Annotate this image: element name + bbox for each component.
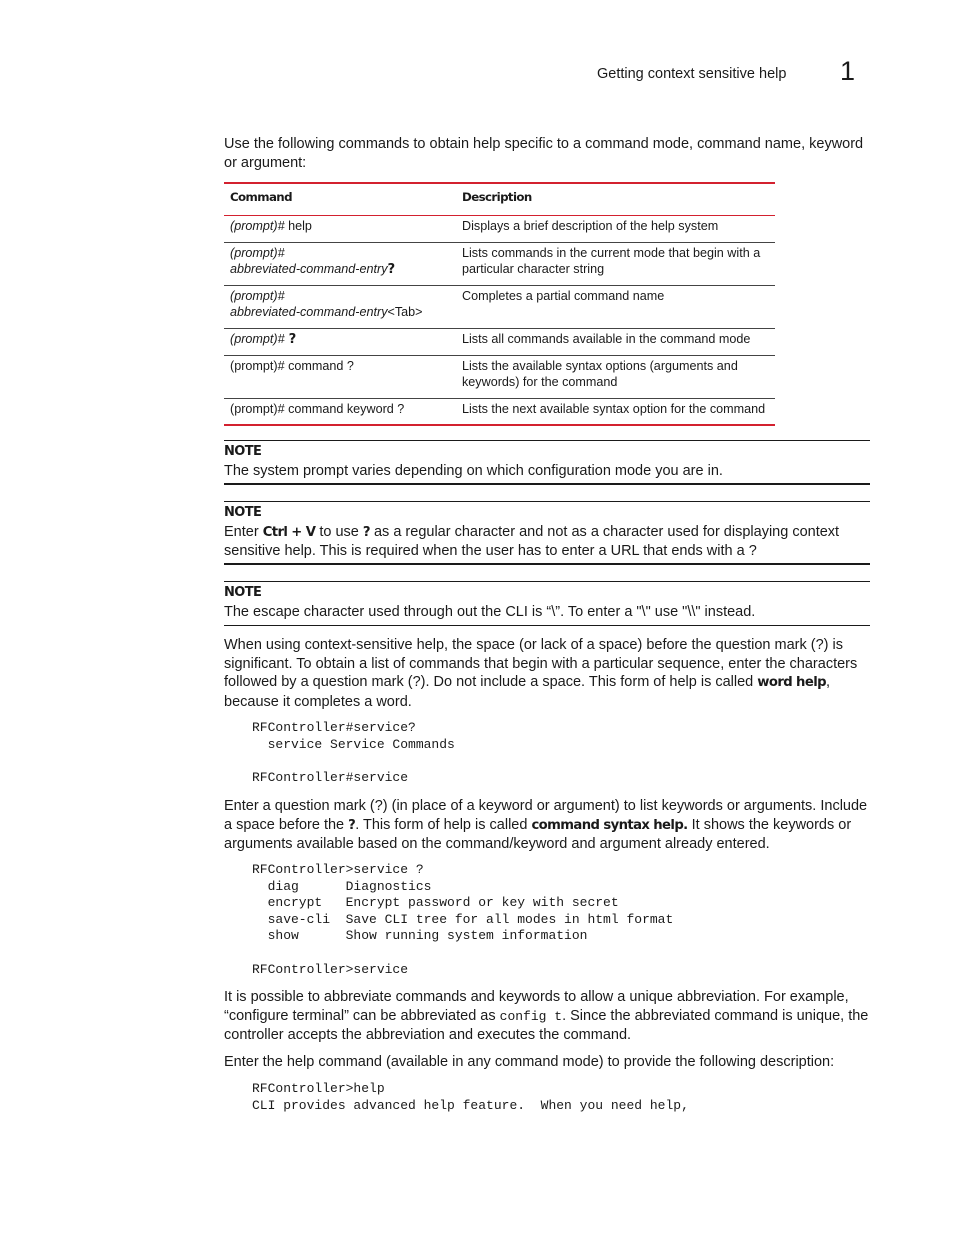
table-row [224, 286, 775, 329]
note-top-rule [224, 581, 870, 582]
intro-paragraph: Use the following commands to obtain help specific to a command mode, command name, keyword or argument: [224, 136, 864, 171]
code-example-word-help: RFController#service? service Service Commands RFController#service [252, 720, 455, 785]
command-cell: (prompt)# abbreviated-command-entry? [224, 243, 456, 286]
help-commands-table [224, 182, 775, 426]
running-header-title: Getting context sensitive help [597, 66, 787, 82]
table-row [224, 399, 775, 426]
help-command-paragraph: Enter the help command (available in any command mode) to provide the following description: [224, 1054, 835, 1070]
note-top-rule [224, 501, 870, 502]
table-row [224, 216, 775, 243]
description-cell: Completes a partial command name [456, 286, 775, 329]
table-row [224, 243, 775, 286]
command-cell: (prompt)# help [224, 216, 456, 243]
code-example-help: RFController>help CLI provides advanced help feature. When you need help, [252, 1081, 689, 1113]
table-row [224, 356, 775, 399]
command-cell: (prompt)# abbreviated-command-entry<Tab> [224, 286, 456, 329]
word-help-paragraph: When using context-sensitive help, the space (or lack of a space) before the question mark (?) is significant. To obtain a list of commands that begin with a particular sequence, enter the characters followed by a question mark (?). Do not include a space. This form of help is called word help, because it completes a word. [224, 637, 858, 710]
code-example-syntax-help: RFController>service ? diag Diagnostics encrypt Encrypt password or key with secret save-cli Save CLI tree for all modes in html format show Show running system information RFController>service [252, 862, 674, 977]
note-label: NOTE [224, 585, 262, 600]
abbreviation-paragraph: It is possible to abbreviate commands and keywords to allow a unique abbreviation. For example, “configure terminal” can be abbreviated as config t. Since the abbreviated command is unique, the controller accepts the abbreviation and executes the command. [224, 989, 869, 1044]
table-header-row [224, 183, 775, 216]
note-bottom-rule [224, 625, 870, 626]
note-label: NOTE [224, 505, 262, 520]
description-cell: Lists commands in the current mode that begin with a particular character string [456, 243, 775, 286]
syntax-help-paragraph: Enter a question mark (?) (in place of a keyword or argument) to list keywords or arguments. Include a space before the ?. This form of help is called command syntax help. It shows the keywords or arguments available based on the command/keyword and argument already entered. [224, 798, 868, 853]
column-header-description: Description [456, 183, 775, 216]
command-cell: (prompt)# command keyword ? [224, 399, 456, 426]
description-cell: Displays a brief description of the help system [456, 216, 775, 243]
note-text: Enter Ctrl + V to use ? as a regular character and not as a character used for displaying context sensitive help. This is required when the user has to enter a URL that ends with a ? [224, 523, 840, 560]
note-text: The system prompt varies depending on which configuration mode you are in. [224, 462, 723, 479]
note-escape-character [224, 584, 870, 621]
command-cell: (prompt)# command ? [224, 356, 456, 399]
table-row [224, 329, 775, 356]
description-cell: Lists all commands available in the command mode [456, 329, 775, 356]
note-ctrl-v [224, 504, 870, 561]
description-cell: Lists the available syntax options (arguments and keywords) for the command [456, 356, 775, 399]
note-prompt-varies [224, 443, 870, 480]
note-bottom-rule [224, 483, 870, 485]
column-header-command: Command [224, 183, 456, 216]
note-text: The escape character used through out the CLI is “\”. To enter a "\" use "\\" instead. [224, 603, 756, 620]
note-bottom-rule [224, 563, 870, 565]
chapter-number: 1 [840, 56, 856, 86]
command-cell: (prompt)# ? [224, 329, 456, 356]
note-top-rule [224, 440, 870, 441]
description-cell: Lists the next available syntax option for the command [456, 399, 775, 426]
note-label: NOTE [224, 444, 262, 459]
